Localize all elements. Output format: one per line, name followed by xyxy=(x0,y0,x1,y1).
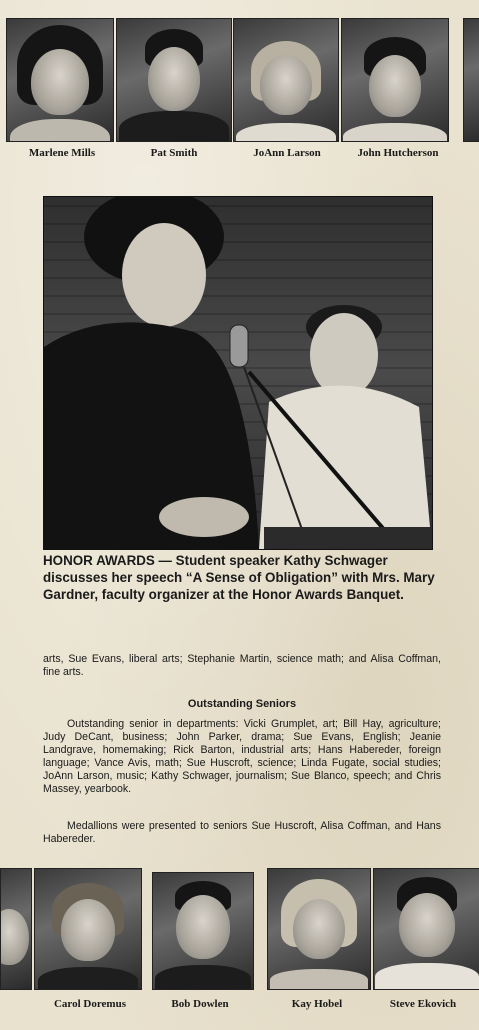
portrait-name: Carol Doremus xyxy=(53,998,126,1010)
portrait-photo xyxy=(152,872,254,990)
portrait-photo xyxy=(373,868,479,990)
photo-illustration xyxy=(44,197,432,549)
article-paragraph: Outstanding senior in departments: Vicki Grumplet, art; Bill Hay, agriculture; Judy DeCant, business; John Parker, drama; Sue Evans, English; Jeanie Landgrave, homemaking; Rick Barton, industrial arts; Hans Habereder, foreign language; Vance Avis, math; Sue Huscroft, science; Linda Fugate, social studies; JoAnn Larson, music; Kathy Schwager, journalism; Sue Blanco, speech; and Chris Massey, yearbook. xyxy=(43,718,441,795)
portrait-name: Kay Hobel xyxy=(291,998,343,1010)
caption-text: Student speaker Kathy Schwager discusses her speech “A Sense of Obligation” with Mrs. Mary Gardner, faculty organizer at the Honor Awards Banquet. xyxy=(43,553,435,602)
article-heading: Outstanding Seniors xyxy=(187,698,297,710)
portrait-photo xyxy=(6,18,114,142)
portrait-photo xyxy=(341,18,449,142)
portrait-photo xyxy=(233,18,339,142)
portrait-name: Bob Dowlen xyxy=(171,998,229,1010)
portrait-name: Steve Ekovich xyxy=(389,998,457,1010)
caption-lead: HONOR AWARDS — xyxy=(43,553,172,568)
portrait-photo xyxy=(116,18,232,142)
portrait-name: Pat Smith xyxy=(150,147,198,159)
article-paragraph: Medallions were presented to seniors Sue Huscroft, Alisa Coffman, and Hans Habereder. xyxy=(43,820,441,845)
portrait-name: John Hutcherson xyxy=(357,147,439,159)
portrait-photo xyxy=(34,868,142,990)
portrait-photo xyxy=(267,868,371,990)
portrait-name: Marlene Mills xyxy=(28,147,96,159)
honor-awards-photo xyxy=(43,196,433,550)
portrait-name: JoAnn Larson xyxy=(253,147,321,159)
portrait-photo-partial xyxy=(0,868,32,990)
article-continued-text: arts, Sue Evans, liberal arts; Stephanie Martin, science math; and Alisa Coffman, fine arts. xyxy=(43,653,441,678)
portrait-photo-partial xyxy=(463,18,479,142)
photo-caption xyxy=(43,552,443,603)
